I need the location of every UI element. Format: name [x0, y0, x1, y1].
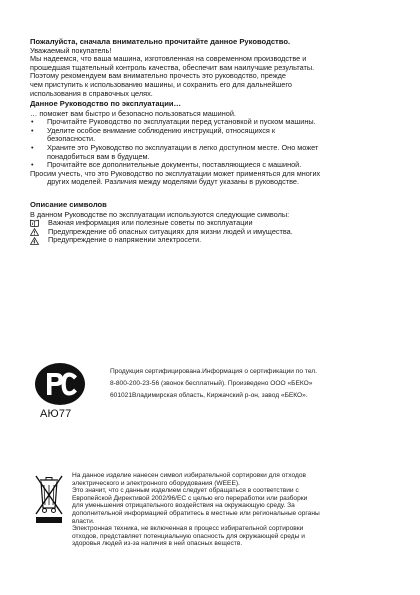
bullet-text: Храните это Руководство по эксплуатации в легко доступном месте. Оно может — [47, 142, 319, 152]
manual-bullet-list — [30, 118, 398, 170]
intro-block — [30, 38, 398, 98]
bullet-text: Прочитайте Руководство по эксплуатации перед установкой и пуском машины. — [47, 117, 316, 127]
bullet-icon: • — [31, 160, 34, 170]
weee-line: дополнительной информацией обратитесь в местные или региональные органы — [72, 509, 320, 517]
manual-note: других моделей. Различия между моделями будут указаны в руководстве. — [47, 177, 299, 187]
list-item — [30, 127, 398, 144]
weee-line: На данное изделие нанесен символ избирательной сортировки для отходов — [72, 472, 306, 479]
weee-line: здоровья людей из-за наличия в ней опасных веществ. — [72, 540, 243, 548]
manual-lead: … поможет вам быстро и безопасно пользоваться машиной. — [30, 108, 236, 118]
certification-mark-icon — [34, 362, 86, 414]
weee-text — [72, 472, 398, 548]
certification-block — [30, 360, 400, 420]
manual-note: Просим учесть, что это Руководство по эксплуатации может применяться для многих — [30, 168, 321, 178]
intro-line: Поэтому рекомендуем вам внимательно прочесть это руководство, прежде — [30, 71, 286, 81]
intro-line: чем приступить к использованию машины, и сохранить его для дальнейшего — [30, 79, 292, 89]
manual-title: Данное Руководство по эксплуатации… — [30, 99, 182, 108]
symbols-title: Описание символов — [30, 200, 107, 209]
intro-line: использования в справочных целях. — [30, 88, 153, 98]
manual-section — [30, 100, 398, 187]
bullet-icon: • — [31, 142, 34, 152]
weee-block — [30, 472, 400, 562]
symbols-section — [30, 201, 398, 245]
certification-line: 8-800-200-23-56 (звонок бесплатный). Произведено ООО «БЕКО» — [110, 380, 313, 387]
weee-line: для уменьшения отрицательного воздействия на окружающую среду. За — [72, 502, 295, 510]
bullet-icon: • — [31, 125, 34, 135]
intro-line: прошедшая тщательный контроль качества, обеспечит вам наилучшие результаты. — [30, 62, 315, 72]
bullet-text: безопасности. — [47, 134, 96, 144]
symbol-text: Предупреждение о напряжении электросети. — [48, 235, 202, 245]
electric-warning-icon — [30, 237, 40, 245]
intro-greeting: Уважаемый покупатель! — [30, 45, 112, 55]
svg-text:i: i — [31, 221, 34, 227]
intro-line: Мы надеемся, что ваша машина, изготовленная на современном производстве и — [30, 54, 307, 64]
info-book-icon — [30, 219, 40, 227]
weee-line: электрического и электронного оборудования (WEEE). — [72, 479, 240, 487]
symbol-text: Предупреждение об опасных ситуациях для жизни людей и имущества. — [48, 226, 293, 236]
bullet-text: понадобиться вам в будущем. — [47, 151, 150, 161]
weee-line: Электронная техника, не включенная в процесс избирательной сортировки — [72, 525, 304, 533]
list-item — [30, 144, 398, 161]
certification-line: 601021Владимирская область, Киржачский р-он, завод «БЕКО». — [110, 392, 308, 399]
bullet-text: Уделите особое внимание соблюдению инструкций, относящихся к — [47, 125, 276, 135]
bullet-icon: • — [31, 117, 34, 127]
symbol-row — [30, 236, 398, 245]
crossed-out-bin-icon — [32, 472, 66, 526]
weee-line: Это значит, что с данным изделием следует обращаться в соответствии с — [72, 487, 299, 495]
certification-code: АЮ77 — [40, 408, 72, 420]
weee-line: Европейской Директивой 2002/96/EC с целью его переработки или разборки — [72, 494, 308, 502]
weee-line: отходов, представляет потенциальную опасность для окружающей среды и — [72, 532, 305, 540]
certification-text — [110, 366, 400, 402]
weee-line: власти. — [72, 517, 95, 525]
intro-title: Пожалуйста, сначала внимательно прочитайте данное Руководство. — [30, 37, 291, 46]
certification-line: Продукция сертифицирована.Информация о сертификации по тел. — [110, 368, 317, 375]
bullet-text: Прочитайте все дополнительные документы, поставляющиеся с машиной. — [47, 160, 302, 170]
symbol-text: Важная информация или полезные советы по эксплуатации — [48, 218, 253, 228]
warning-triangle-icon — [30, 228, 40, 236]
list-item — [30, 161, 398, 170]
symbols-lead: В данном Руководстве по эксплуатации используются следующие символы: — [30, 209, 290, 219]
